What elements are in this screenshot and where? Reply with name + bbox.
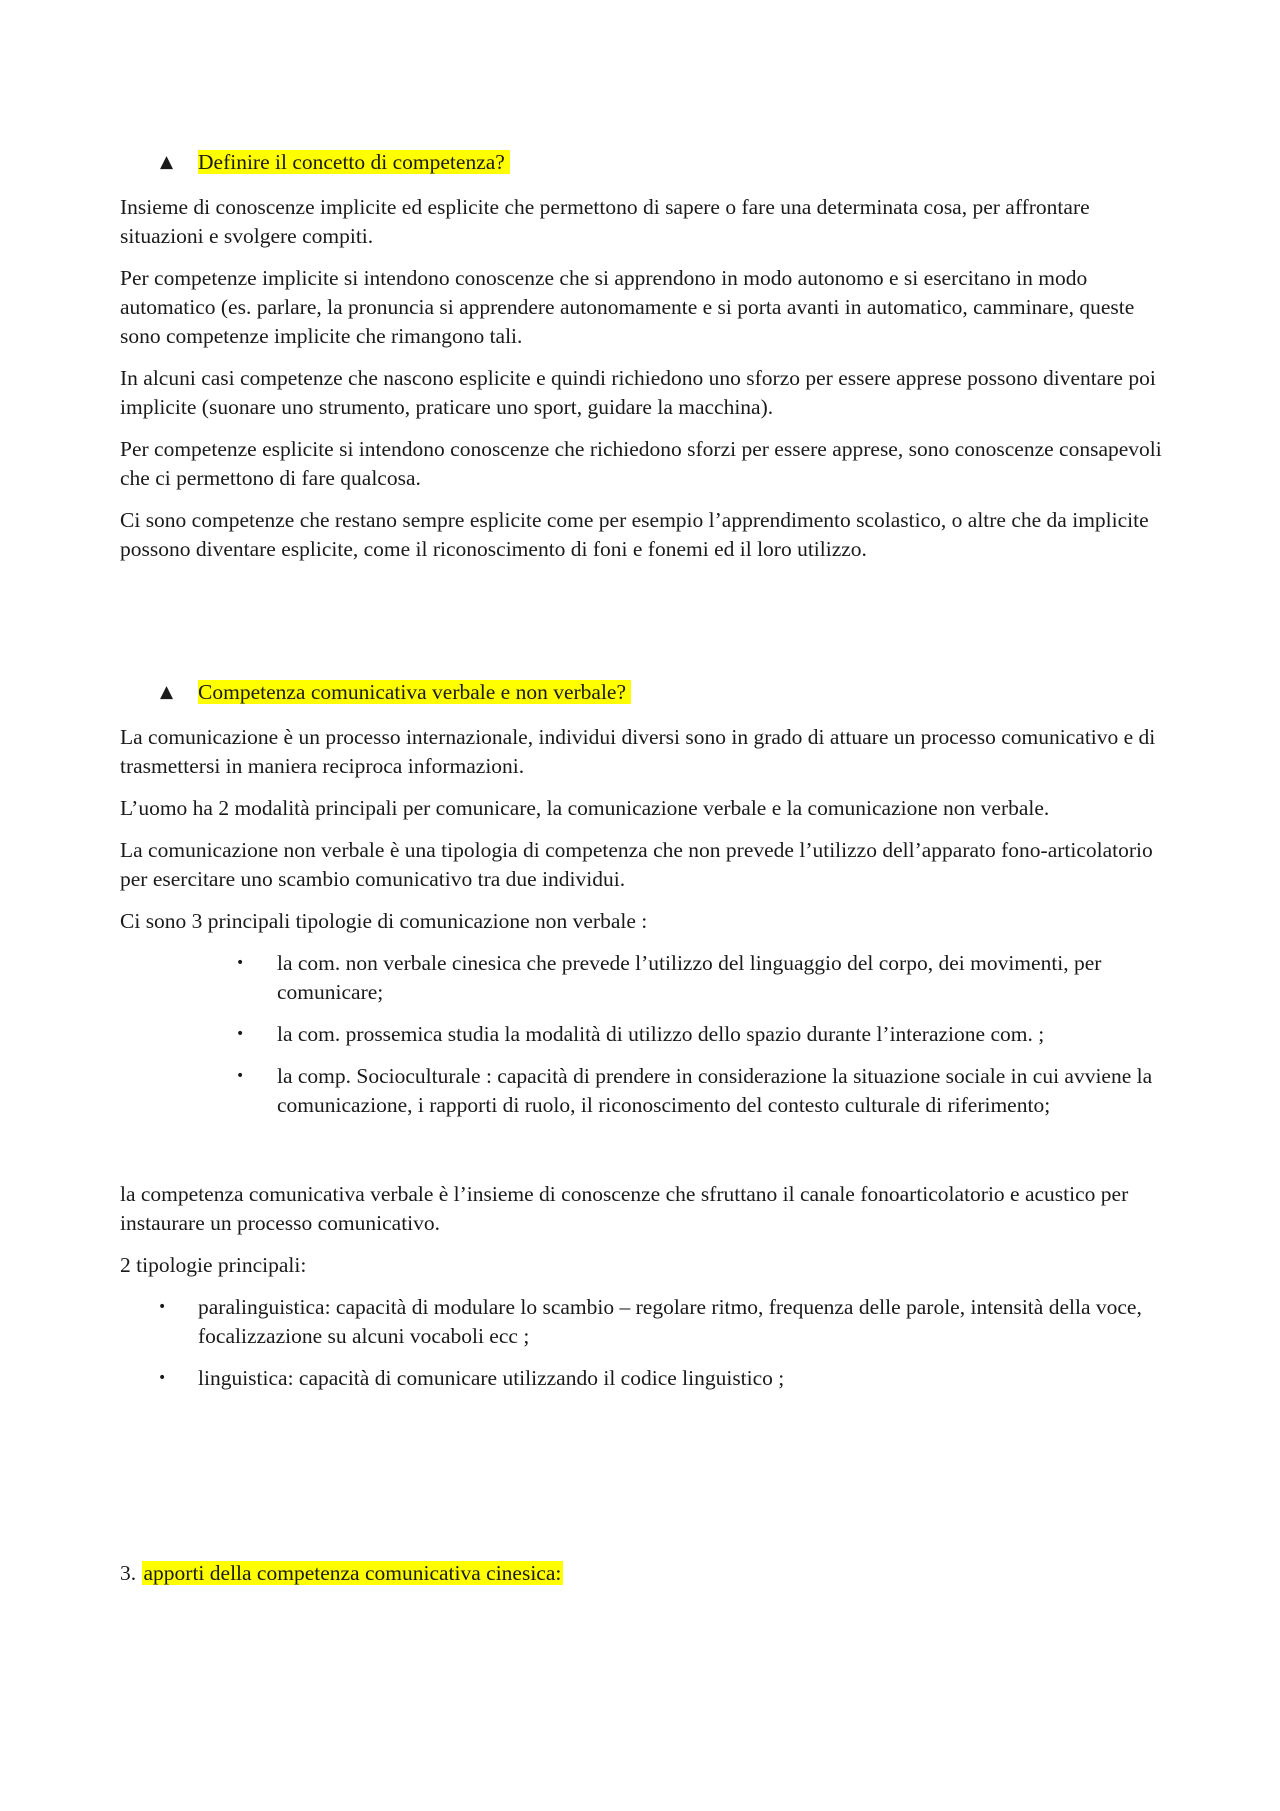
section1-paragraph-3: In alcuni casi competenze che nascono esplicite e quindi richiedono uno sforzo per essere apprese possono diventare poi implicite (suonare uno strumento, praticare uno sport, guidare la macchina).	[120, 366, 1156, 419]
list-item	[120, 949, 1166, 1007]
section3-heading	[120, 1559, 1166, 1588]
section1-paragraph-2: Per competenze implicite si intendono conoscenze che si apprendono in modo autonomo e si esercitano in modo automatico (es. parlare, la pronuncia si apprendere autonomamente e si porta avanti in automatico, camminare, queste sono competenze implicite che rimangono tali.	[120, 266, 1135, 348]
bullet-icon: •	[236, 955, 245, 971]
section3-heading-text: apporti della competenza comunicativa cinesica:	[143, 1561, 562, 1585]
list-item-text: linguistica: capacità di comunicare utilizzando il codice linguistico ;	[198, 1366, 785, 1390]
bullet-icon: •	[236, 1068, 245, 1084]
section3-number: 3.	[120, 1561, 137, 1585]
list-item-text: la com. prossemica studia la modalità di utilizzo dello spazio durante l’interazione com. ;	[277, 1022, 1045, 1046]
triangle-bullet-icon: ▲	[160, 682, 174, 702]
spacer	[120, 577, 1166, 678]
section2-heading-text: Competenza comunicativa verbale e non verbale?	[198, 680, 631, 704]
section1-heading-text: Definire il concetto di competenza?	[198, 150, 510, 174]
section1-heading	[120, 148, 1166, 177]
section2-paragraph-3: La comunicazione non verbale è una tipologia di competenza che non prevede l’utilizzo dell’apparato fono-articolatorio per esercitare uno scambio comunicativo tra due individui.	[120, 838, 1153, 891]
list-item	[120, 1020, 1166, 1049]
section2-paragraph-1: La comunicazione è un processo internazionale, individui diversi sono in grado di attuare un processo comunicativo e di trasmettersi in maniera reciproca informazioni.	[120, 725, 1156, 778]
list-item	[120, 1293, 1166, 1351]
list-item-text: la comp. Socioculturale : capacità di prendere in considerazione la situazione sociale in cui avviene la comunicazione, i rapporti di ruolo, il riconoscimento del contesto culturale di riferimento;	[277, 1064, 1153, 1117]
section2-paragraph-2: L’uomo ha 2 modalità principali per comunicare, la comunicazione verbale e la comunicazione non verbale.	[120, 796, 1050, 820]
bullet-icon: •	[158, 1370, 167, 1386]
verbal-paragraph-1: la competenza comunicativa verbale è l’insieme di conoscenze che sfruttano il canale fonoarticolatorio e acustico per instaurare un processo comunicativo.	[120, 1182, 1129, 1235]
bullet-icon: •	[158, 1299, 167, 1315]
spacer	[120, 1406, 1166, 1559]
spacer	[120, 1133, 1166, 1180]
bullet-icon: •	[236, 1026, 245, 1042]
section2-paragraph-4: Ci sono 3 principali tipologie di comunicazione non verbale :	[120, 909, 648, 933]
list-item	[120, 1062, 1166, 1120]
nonverbal-list	[120, 949, 1166, 1120]
section1-paragraph-4: Per competenze esplicite si intendono conoscenze che richiedono sforzi per essere apprese, sono conoscenze consapevoli che ci permettono di fare qualcosa.	[120, 437, 1162, 490]
triangle-bullet-icon: ▲	[160, 152, 174, 172]
list-item	[120, 1364, 1166, 1393]
verbal-list	[120, 1293, 1166, 1393]
verbal-paragraph-2: 2 tipologie principali:	[120, 1253, 307, 1277]
section2-heading	[120, 678, 1166, 707]
section1-paragraph-1: Insieme di conoscenze implicite ed esplicite che permettono di sapere o fare una determinata cosa, per affrontare situazioni e svolgere compiti.	[120, 195, 1090, 248]
section1-paragraph-5: Ci sono competenze che restano sempre esplicite come per esempio l’apprendimento scolastico, o altre che da implicite possono diventare esplicite, come il riconoscimento di foni e fonemi ed il loro utilizzo.	[120, 508, 1149, 561]
list-item-text: la com. non verbale cinesica che prevede l’utilizzo del linguaggio del corpo, dei movimenti, per comunicare;	[277, 951, 1102, 1004]
list-item-text: paralinguistica: capacità di modulare lo scambio – regolare ritmo, frequenza delle parole, intensità della voce, focalizzazione su alcuni vocaboli ecc ;	[198, 1295, 1142, 1348]
document-page	[120, 148, 1166, 1588]
